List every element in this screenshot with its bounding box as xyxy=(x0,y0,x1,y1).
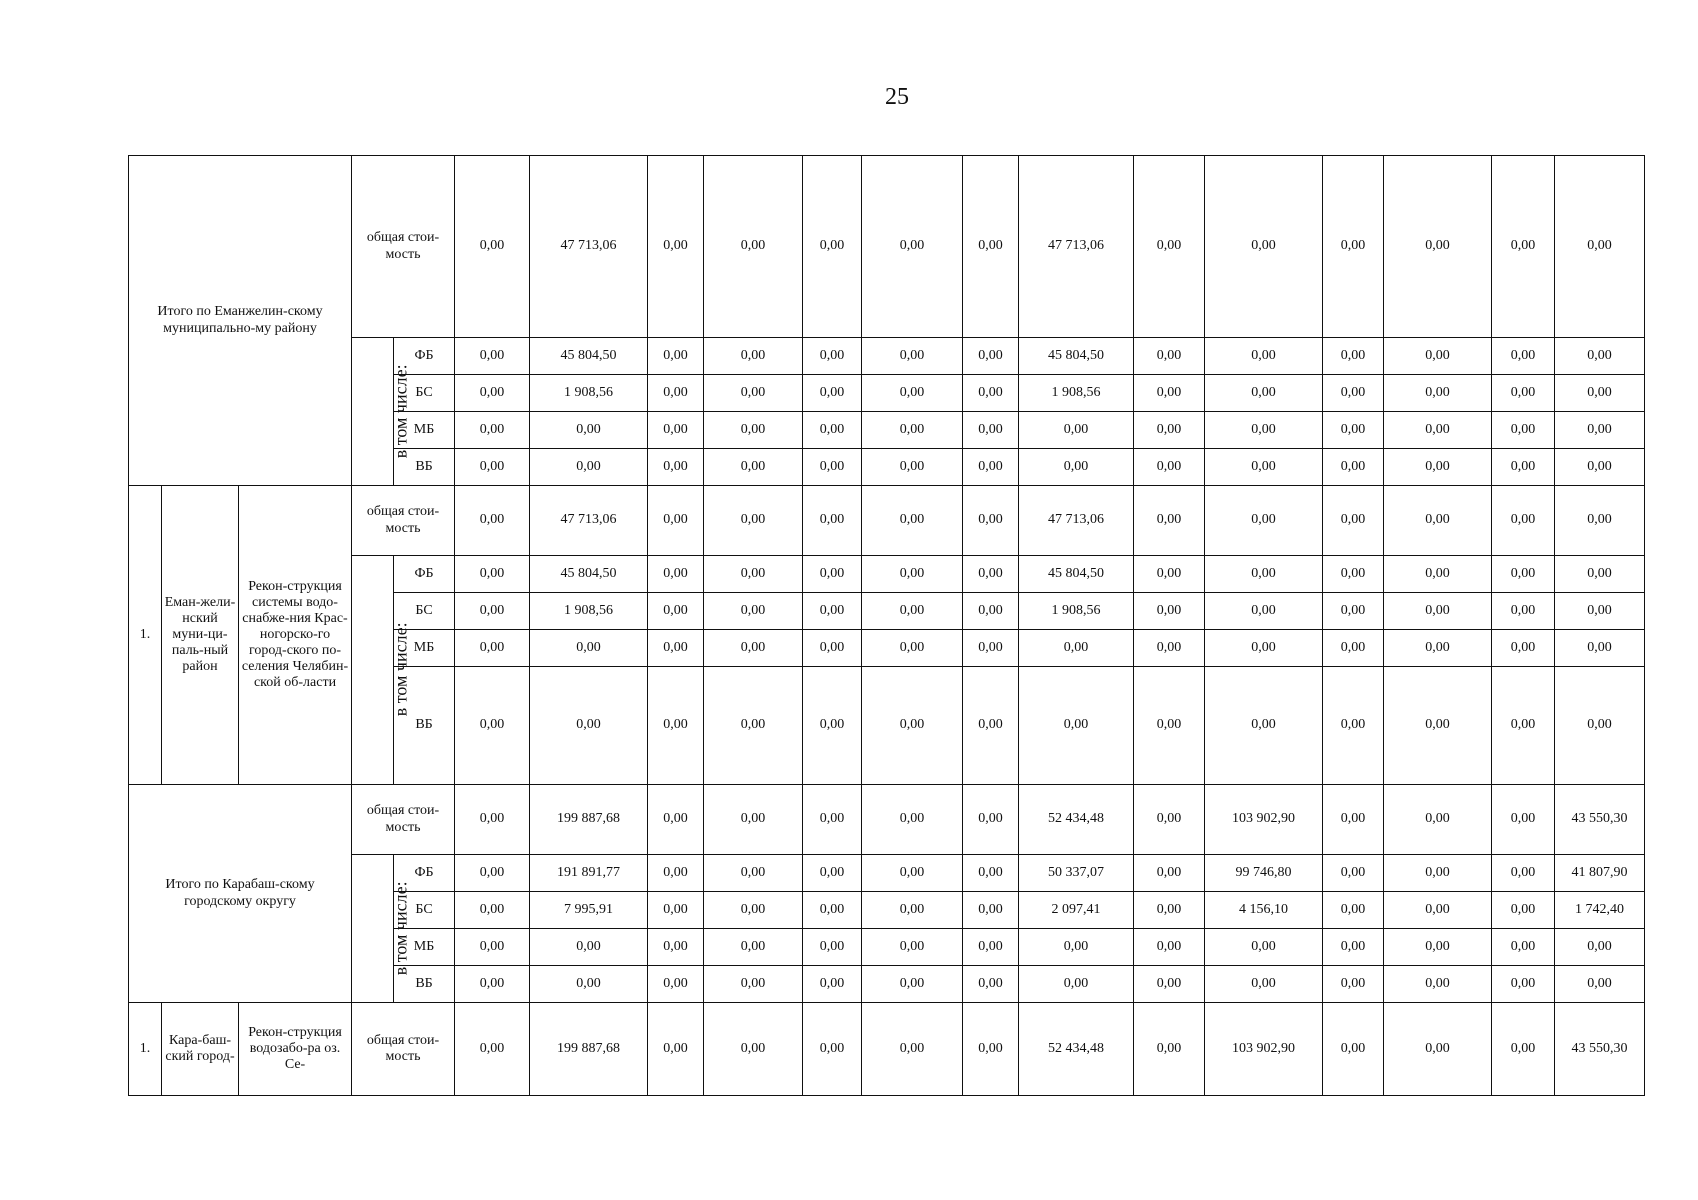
value-cell: 0,00 xyxy=(704,449,803,486)
value-cell: 0,00 xyxy=(803,667,862,785)
value-cell: 0,00 xyxy=(1492,929,1555,966)
value-cell: 0,00 xyxy=(1384,156,1492,338)
value-cell: 0,00 xyxy=(1384,892,1492,929)
funding-source: БС xyxy=(394,593,455,630)
value-cell: 0,00 xyxy=(1205,412,1323,449)
value-cell: 0,00 xyxy=(455,785,530,855)
value-cell: 103 902,90 xyxy=(1205,1003,1323,1096)
value-cell: 0,00 xyxy=(648,449,704,486)
value-cell: 0,00 xyxy=(1134,892,1205,929)
value-cell: 0,00 xyxy=(862,785,963,855)
value-cell: 0,00 xyxy=(803,1003,862,1096)
value-cell: 1 908,56 xyxy=(530,375,648,412)
value-cell: 0,00 xyxy=(530,412,648,449)
value-cell: 0,00 xyxy=(963,966,1019,1003)
value-cell: 0,00 xyxy=(1323,966,1384,1003)
value-cell: 0,00 xyxy=(455,667,530,785)
value-cell: 0,00 xyxy=(455,556,530,593)
value-cell: 1 908,56 xyxy=(1019,375,1134,412)
value-cell: 45 804,50 xyxy=(530,338,648,375)
value-cell: 0,00 xyxy=(1492,785,1555,855)
value-cell: 199 887,68 xyxy=(530,785,648,855)
value-cell: 0,00 xyxy=(1492,892,1555,929)
table-row xyxy=(129,338,1645,375)
value-cell: 0,00 xyxy=(530,966,648,1003)
value-cell: 0,00 xyxy=(1134,375,1205,412)
funding-source: МБ xyxy=(394,412,455,449)
value-cell: 0,00 xyxy=(455,156,530,338)
value-cell: 0,00 xyxy=(862,449,963,486)
object-name: Рекон-струкция водозабо-ра оз. Се- xyxy=(239,1003,352,1096)
value-cell: 0,00 xyxy=(648,966,704,1003)
value-cell: 0,00 xyxy=(1384,929,1492,966)
value-cell: 0,00 xyxy=(648,412,704,449)
table-row xyxy=(129,556,1645,593)
value-cell: 0,00 xyxy=(1384,593,1492,630)
value-cell: 0,00 xyxy=(648,667,704,785)
value-cell: 0,00 xyxy=(1019,630,1134,667)
value-cell: 0,00 xyxy=(963,375,1019,412)
value-cell: 0,00 xyxy=(1492,412,1555,449)
value-cell: 0,00 xyxy=(1205,156,1323,338)
subtotal-label-text: в том числе: xyxy=(390,622,411,717)
value-cell: 0,00 xyxy=(1384,556,1492,593)
value-cell: 0,00 xyxy=(1384,855,1492,892)
value-cell: 0,00 xyxy=(1134,593,1205,630)
value-cell: 0,00 xyxy=(1205,667,1323,785)
value-cell: 0,00 xyxy=(704,892,803,929)
value-cell: 47 713,06 xyxy=(530,156,648,338)
value-cell: 0,00 xyxy=(1134,156,1205,338)
value-cell: 0,00 xyxy=(862,412,963,449)
value-cell: 0,00 xyxy=(1205,556,1323,593)
value-cell: 0,00 xyxy=(1019,667,1134,785)
value-cell: 199 887,68 xyxy=(530,1003,648,1096)
value-cell: 0,00 xyxy=(1134,556,1205,593)
value-cell: 0,00 xyxy=(862,593,963,630)
value-cell: 0,00 xyxy=(1323,375,1384,412)
value-cell: 0,00 xyxy=(1205,449,1323,486)
value-cell: 0,00 xyxy=(1205,929,1323,966)
value-cell: 0,00 xyxy=(1205,966,1323,1003)
value-cell: 191 891,77 xyxy=(530,855,648,892)
total-cost-label: общая стои-мость xyxy=(352,1003,455,1096)
value-cell: 0,00 xyxy=(1492,486,1555,556)
value-cell: 7 995,91 xyxy=(530,892,648,929)
value-cell: 0,00 xyxy=(1323,338,1384,375)
value-cell: 0,00 xyxy=(1134,667,1205,785)
value-cell: 0,00 xyxy=(704,593,803,630)
value-cell: 45 804,50 xyxy=(1019,338,1134,375)
total-cost-label: общая стои-мость xyxy=(352,785,455,855)
value-cell: 4 156,10 xyxy=(1205,892,1323,929)
group-label: Итого по Карабаш-скому городскому округу xyxy=(129,785,352,1003)
value-cell: 0,00 xyxy=(1384,338,1492,375)
value-cell: 0,00 xyxy=(803,556,862,593)
funding-source: ВБ xyxy=(394,449,455,486)
value-cell: 52 434,48 xyxy=(1019,785,1134,855)
value-cell: 1 908,56 xyxy=(1019,593,1134,630)
value-cell: 0,00 xyxy=(704,338,803,375)
value-cell: 0,00 xyxy=(963,449,1019,486)
value-cell: 0,00 xyxy=(1323,785,1384,855)
subtotal-label xyxy=(352,556,411,785)
table-row xyxy=(129,785,1645,855)
value-cell: 0,00 xyxy=(530,929,648,966)
value-cell: 0,00 xyxy=(1384,966,1492,1003)
value-cell: 99 746,80 xyxy=(1205,855,1323,892)
value-cell: 0,00 xyxy=(1205,486,1323,556)
value-cell: 0,00 xyxy=(455,892,530,929)
value-cell: 0,00 xyxy=(1384,1003,1492,1096)
value-cell: 0,00 xyxy=(704,785,803,855)
funding-source: ВБ xyxy=(394,667,455,785)
value-cell: 43 550,30 xyxy=(1555,785,1645,855)
table-body xyxy=(129,156,1645,1096)
value-cell: 0,00 xyxy=(1019,449,1134,486)
funding-source: БС xyxy=(394,375,455,412)
value-cell: 0,00 xyxy=(1134,785,1205,855)
value-cell: 0,00 xyxy=(963,892,1019,929)
value-cell: 41 807,90 xyxy=(1555,855,1645,892)
value-cell: 0,00 xyxy=(803,412,862,449)
value-cell: 0,00 xyxy=(704,929,803,966)
object-name: Рекон-струкция системы водо-снабже-ния Крас-ногорско-го город-ского по-селения Челябин-ской об-ласти xyxy=(239,486,352,785)
value-cell: 0,00 xyxy=(455,630,530,667)
value-cell: 0,00 xyxy=(1492,593,1555,630)
value-cell: 0,00 xyxy=(704,412,803,449)
value-cell: 0,00 xyxy=(803,966,862,1003)
value-cell: 45 804,50 xyxy=(1019,556,1134,593)
value-cell: 0,00 xyxy=(1555,556,1645,593)
value-cell: 0,00 xyxy=(963,412,1019,449)
value-cell: 0,00 xyxy=(1323,449,1384,486)
value-cell: 0,00 xyxy=(1384,449,1492,486)
subtotal-label xyxy=(352,855,411,1003)
row-number: 1. xyxy=(129,486,162,785)
value-cell: 0,00 xyxy=(1555,966,1645,1003)
value-cell: 52 434,48 xyxy=(1019,1003,1134,1096)
value-cell: 0,00 xyxy=(862,486,963,556)
value-cell: 0,00 xyxy=(530,667,648,785)
value-cell: 45 804,50 xyxy=(530,556,648,593)
value-cell: 0,00 xyxy=(455,449,530,486)
value-cell: 0,00 xyxy=(648,593,704,630)
funding-source: ВБ xyxy=(394,966,455,1003)
value-cell: 0,00 xyxy=(1384,375,1492,412)
value-cell: 0,00 xyxy=(1019,412,1134,449)
value-cell: 0,00 xyxy=(704,486,803,556)
value-cell: 0,00 xyxy=(1205,338,1323,375)
funding-source: МБ xyxy=(394,630,455,667)
value-cell: 0,00 xyxy=(1492,667,1555,785)
value-cell: 0,00 xyxy=(455,486,530,556)
value-cell: 47 713,06 xyxy=(1019,156,1134,338)
value-cell: 0,00 xyxy=(704,1003,803,1096)
value-cell: 0,00 xyxy=(704,630,803,667)
value-cell: 0,00 xyxy=(648,338,704,375)
value-cell: 0,00 xyxy=(963,929,1019,966)
table-row xyxy=(129,855,1645,892)
value-cell: 0,00 xyxy=(455,338,530,375)
value-cell: 0,00 xyxy=(803,156,862,338)
value-cell: 1 742,40 xyxy=(1555,892,1645,929)
value-cell: 0,00 xyxy=(1323,1003,1384,1096)
value-cell: 0,00 xyxy=(1492,556,1555,593)
value-cell: 0,00 xyxy=(648,892,704,929)
subtotal-label-text: в том числе: xyxy=(390,364,411,459)
value-cell: 0,00 xyxy=(648,156,704,338)
value-cell: 0,00 xyxy=(704,855,803,892)
value-cell: 0,00 xyxy=(1134,855,1205,892)
value-cell: 0,00 xyxy=(704,375,803,412)
value-cell: 0,00 xyxy=(803,449,862,486)
value-cell: 0,00 xyxy=(1205,375,1323,412)
value-cell: 0,00 xyxy=(862,338,963,375)
value-cell: 0,00 xyxy=(455,855,530,892)
value-cell: 0,00 xyxy=(1323,412,1384,449)
value-cell: 0,00 xyxy=(862,855,963,892)
value-cell: 0,00 xyxy=(862,156,963,338)
table-row xyxy=(129,486,1645,556)
value-cell: 0,00 xyxy=(455,966,530,1003)
value-cell: 0,00 xyxy=(1492,966,1555,1003)
value-cell: 0,00 xyxy=(648,630,704,667)
value-cell: 0,00 xyxy=(455,593,530,630)
value-cell: 0,00 xyxy=(1134,412,1205,449)
value-cell: 0,00 xyxy=(1134,1003,1205,1096)
value-cell: 0,00 xyxy=(1134,929,1205,966)
value-cell: 0,00 xyxy=(1555,156,1645,338)
value-cell: 0,00 xyxy=(1323,855,1384,892)
value-cell: 0,00 xyxy=(862,375,963,412)
value-cell: 0,00 xyxy=(648,855,704,892)
funding-source: БС xyxy=(394,892,455,929)
value-cell: 43 550,30 xyxy=(1555,1003,1645,1096)
value-cell: 0,00 xyxy=(1323,929,1384,966)
municipality-name: Еман-жели-нский муни-ци-паль-ный район xyxy=(162,486,239,785)
value-cell: 0,00 xyxy=(648,785,704,855)
funding-source: ФБ xyxy=(394,556,455,593)
value-cell: 0,00 xyxy=(1492,449,1555,486)
value-cell: 0,00 xyxy=(1323,630,1384,667)
value-cell: 0,00 xyxy=(1492,338,1555,375)
value-cell: 0,00 xyxy=(648,929,704,966)
value-cell: 0,00 xyxy=(648,375,704,412)
value-cell: 0,00 xyxy=(1384,412,1492,449)
value-cell: 0,00 xyxy=(648,1003,704,1096)
value-cell: 1 908,56 xyxy=(530,593,648,630)
value-cell: 0,00 xyxy=(862,929,963,966)
value-cell: 47 713,06 xyxy=(530,486,648,556)
page-number: 25 xyxy=(885,84,909,110)
value-cell: 0,00 xyxy=(1019,966,1134,1003)
value-cell: 0,00 xyxy=(1134,449,1205,486)
value-cell: 0,00 xyxy=(648,556,704,593)
value-cell: 0,00 xyxy=(803,929,862,966)
value-cell: 0,00 xyxy=(1323,593,1384,630)
value-cell: 0,00 xyxy=(963,785,1019,855)
value-cell: 0,00 xyxy=(803,593,862,630)
value-cell: 0,00 xyxy=(963,338,1019,375)
value-cell: 0,00 xyxy=(1384,667,1492,785)
value-cell: 0,00 xyxy=(530,630,648,667)
table-row xyxy=(129,156,1645,338)
value-cell: 0,00 xyxy=(862,556,963,593)
value-cell: 0,00 xyxy=(1134,486,1205,556)
value-cell: 0,00 xyxy=(803,785,862,855)
value-cell: 0,00 xyxy=(1492,375,1555,412)
value-cell: 0,00 xyxy=(1555,667,1645,785)
value-cell: 0,00 xyxy=(1384,486,1492,556)
value-cell: 0,00 xyxy=(963,855,1019,892)
value-cell: 2 097,41 xyxy=(1019,892,1134,929)
value-cell: 0,00 xyxy=(862,966,963,1003)
value-cell: 0,00 xyxy=(704,966,803,1003)
value-cell: 0,00 xyxy=(1492,1003,1555,1096)
value-cell: 0,00 xyxy=(1134,966,1205,1003)
value-cell: 0,00 xyxy=(1555,449,1645,486)
funding-source: МБ xyxy=(394,929,455,966)
value-cell: 0,00 xyxy=(803,375,862,412)
funding-source: ФБ xyxy=(394,338,455,375)
value-cell: 0,00 xyxy=(1384,785,1492,855)
value-cell: 0,00 xyxy=(1492,855,1555,892)
value-cell: 0,00 xyxy=(963,593,1019,630)
value-cell: 0,00 xyxy=(803,855,862,892)
value-cell: 103 902,90 xyxy=(1205,785,1323,855)
value-cell: 0,00 xyxy=(1323,556,1384,593)
value-cell: 0,00 xyxy=(862,667,963,785)
total-cost-label: общая стои-мость xyxy=(352,156,455,338)
finance-table xyxy=(128,155,1645,1096)
subtotal-label xyxy=(352,338,411,486)
value-cell: 0,00 xyxy=(1205,630,1323,667)
value-cell: 0,00 xyxy=(1205,593,1323,630)
table-row xyxy=(129,1003,1645,1096)
value-cell: 50 337,07 xyxy=(1019,855,1134,892)
value-cell: 0,00 xyxy=(803,486,862,556)
value-cell: 0,00 xyxy=(455,929,530,966)
value-cell: 0,00 xyxy=(1323,892,1384,929)
value-cell: 0,00 xyxy=(704,667,803,785)
value-cell: 0,00 xyxy=(963,667,1019,785)
value-cell: 47 713,06 xyxy=(1019,486,1134,556)
value-cell: 0,00 xyxy=(963,156,1019,338)
value-cell: 0,00 xyxy=(455,412,530,449)
value-cell: 0,00 xyxy=(1323,667,1384,785)
value-cell: 0,00 xyxy=(1134,630,1205,667)
value-cell: 0,00 xyxy=(963,486,1019,556)
value-cell: 0,00 xyxy=(455,1003,530,1096)
value-cell: 0,00 xyxy=(1134,338,1205,375)
value-cell: 0,00 xyxy=(530,449,648,486)
value-cell: 0,00 xyxy=(455,375,530,412)
funding-source: ФБ xyxy=(394,855,455,892)
value-cell: 0,00 xyxy=(1384,630,1492,667)
value-cell: 0,00 xyxy=(1555,929,1645,966)
value-cell: 0,00 xyxy=(963,1003,1019,1096)
value-cell: 0,00 xyxy=(862,1003,963,1096)
value-cell: 0,00 xyxy=(1492,156,1555,338)
value-cell: 0,00 xyxy=(1323,156,1384,338)
value-cell: 0,00 xyxy=(1555,375,1645,412)
value-cell: 0,00 xyxy=(1555,338,1645,375)
value-cell: 0,00 xyxy=(1492,630,1555,667)
value-cell: 0,00 xyxy=(704,156,803,338)
value-cell: 0,00 xyxy=(1555,593,1645,630)
value-cell: 0,00 xyxy=(803,630,862,667)
row-number: 1. xyxy=(129,1003,162,1096)
value-cell: 0,00 xyxy=(963,556,1019,593)
value-cell: 0,00 xyxy=(648,486,704,556)
subtotal-label-text: в том числе: xyxy=(390,881,411,976)
total-cost-label: общая стои-мость xyxy=(352,486,455,556)
value-cell: 0,00 xyxy=(1555,486,1645,556)
value-cell: 0,00 xyxy=(963,630,1019,667)
value-cell: 0,00 xyxy=(1323,486,1384,556)
value-cell: 0,00 xyxy=(704,556,803,593)
value-cell: 0,00 xyxy=(1555,630,1645,667)
value-cell: 0,00 xyxy=(862,630,963,667)
value-cell: 0,00 xyxy=(803,338,862,375)
municipality-name: Кара-баш-ский город- xyxy=(162,1003,239,1096)
value-cell: 0,00 xyxy=(803,892,862,929)
value-cell: 0,00 xyxy=(1019,929,1134,966)
value-cell: 0,00 xyxy=(862,892,963,929)
value-cell: 0,00 xyxy=(1555,412,1645,449)
group-label: Итого по Еманжелин-скому муниципально-му району xyxy=(129,156,352,486)
